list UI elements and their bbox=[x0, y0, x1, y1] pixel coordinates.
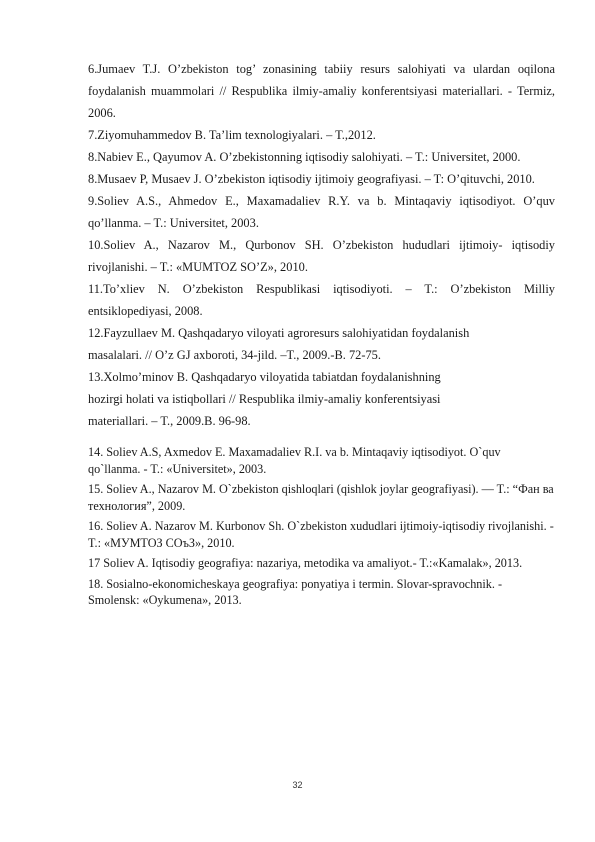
reference-item-line: masalalari. // O’z GJ axboroti, 34-jild. –T., 2009.-B. 72-75. bbox=[88, 348, 381, 362]
reference-list bbox=[88, 58, 555, 613]
reference-item: 7.Ziyomuhammedov B. Ta’lim texnologiyalari. – T.,2012. bbox=[88, 128, 376, 142]
page-number: 32 bbox=[292, 780, 303, 790]
reference-item-line: 13.Xolmo’minov B. Qashqadaryo viloyatida tabiatdan foydalanishning bbox=[88, 370, 441, 384]
reference-item: 18. Sosialno-ekonomicheskaya geografiya: ponyatiya i termin. Slovar-spravochnik. - Smolensk: «Oykumena», 2013. bbox=[88, 576, 503, 607]
reference-item: 6.Jumaev T.J. O’zbekiston tog’ zonasining tabiiy resurs salohiyati va ulardan oqilona foydalanish muammolari // Respublika ilmiy-amaliy konferentsiyasi materiallari. - Termiz, 2006. bbox=[88, 62, 555, 120]
reference-item-line: hozirgi holati va istiqbollari // Respublika ilmiy-amaliy konferentsiyasi bbox=[88, 392, 441, 406]
spacer bbox=[88, 432, 555, 444]
reference-item: 14. Soliev A.S, Axmedov E. Maxamadaliev R.I. va b. Mintaqaviy iqtisodiyot. O`quv qo`llanma. - T.: «Universitet», 2003. bbox=[88, 445, 501, 476]
reference-item: 8.Musaev P, Musaev J. O’zbekiston iqtisodiy ijtimoiy geografiyasi. – T: O’qituvchi, 2010. bbox=[88, 172, 535, 186]
reference-item: 17 Soliev A. Iqtisodiy geografiya: nazariya, metodika va amaliyot.- T.:«Kamalak», 2013. bbox=[88, 556, 523, 570]
reference-item: 9.Soliev A.S., Ahmedov E., Maxamadaliev R.Y. va b. Mintaqaviy iqtisodiyot. O’quv qo’llanma. – T.: Universitet, 2003. bbox=[88, 194, 555, 230]
reference-item: 10.Soliev A., Nazarov M., Qurbonov SH. O’zbekiston hududlari ijtimoiy- iqtisodiy rivojlanishi. – T.: «MUMTOZ SO’Z», 2010. bbox=[88, 238, 555, 274]
reference-item-line: materiallari. – T., 2009.B. 96-98. bbox=[88, 414, 251, 428]
reference-item: 11.To’xliev N. O’zbekiston Respublikasi iqtisodiyoti. – T.: O’zbekiston Milliy entsiklopediyasi, 2008. bbox=[88, 282, 555, 318]
reference-item: 8.Nabiev E., Qayumov A. O’zbekistonning iqtisodiy salohiyati. – T.: Universitet, 2000. bbox=[88, 150, 521, 164]
reference-item-line: 12.Fayzullaev M. Qashqadaryo viloyati agroresurs salohiyatidan foydalanish bbox=[88, 326, 470, 340]
reference-item: 16. Soliev A. Nazarov M. Kurbonov Sh. O`zbekiston xududlari ijtimoiy-iqtisodiy rivojlanishi. - T.: «МУМТОЗ СОъЗ», 2010. bbox=[88, 519, 554, 550]
reference-item: 15. Soliev A., Nazarov M. O`zbekiston qishloqlari (qishlok joylar geografiyasi). — T.: “Фан ва технология”, 2009. bbox=[88, 482, 554, 513]
